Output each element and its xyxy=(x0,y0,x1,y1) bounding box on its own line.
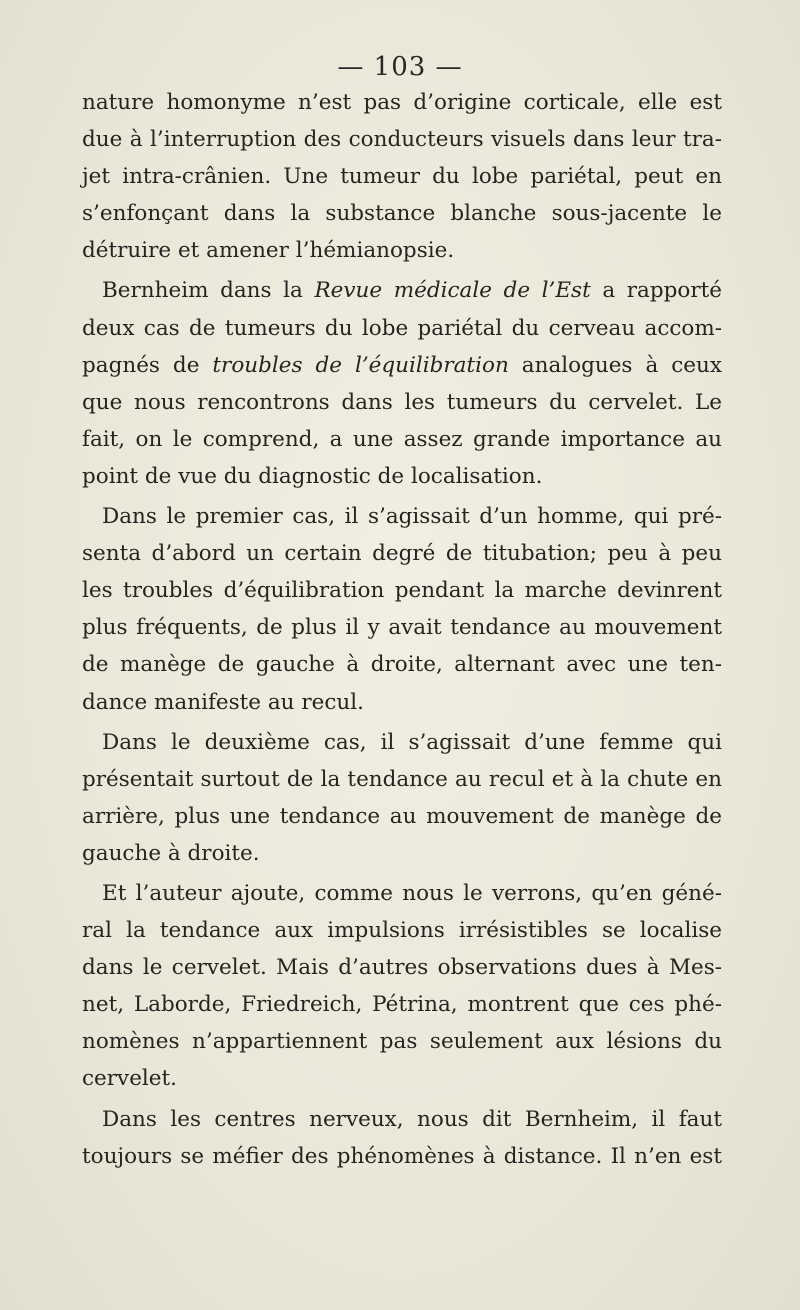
text-line: gauche à droite. xyxy=(82,840,260,866)
text-run: analogues à ceux xyxy=(508,352,722,378)
text-line: arrière, plus une tendance au mouvement de manège de xyxy=(82,803,722,829)
text-line: toujours se méfier des phénomènes à distance. Il n’en est xyxy=(82,1143,722,1169)
text-line: s’enfonçant dans la substance blanche sous-jacente le xyxy=(82,201,722,227)
text-line: de manège de gauche à droite, alternant avec une ten- xyxy=(82,652,722,678)
text-line: Et l’auteur ajoute, comme nous le verrons, qu’en géné- xyxy=(102,880,722,906)
text-line: deux cas de tumeurs du lobe pariétal du cerveau accom- xyxy=(82,315,722,341)
text-line: senta d’abord un certain degré de titubation; peu à peu xyxy=(82,541,722,567)
paragraph-3 xyxy=(82,498,722,721)
paragraph-1 xyxy=(82,84,722,269)
italic-phrase: troubles de l’équilibration xyxy=(212,352,509,378)
page-number: — 103 — xyxy=(337,52,463,82)
text-line: que nous rencontrons dans les tumeurs du cervelet. Le xyxy=(82,389,722,415)
text-line: présentait surtout de la tendance au recul et à la chute en xyxy=(82,766,722,792)
text-line: détruire et amener l’hémianopsie. xyxy=(82,238,455,264)
text-run: Bernheim dans la xyxy=(102,278,315,304)
text-line: dans le cervelet. Mais d’autres observations dues à Mes- xyxy=(82,955,722,981)
text-line: les troubles d’équilibration pendant la marche devinrent xyxy=(82,578,722,604)
text-line: Dans le premier cas, il s’agissait d’un homme, qui pré- xyxy=(102,504,722,530)
paragraph-4 xyxy=(82,724,722,872)
text-line: Dans le deuxième cas, il s’agissait d’une femme qui xyxy=(102,729,722,755)
text-line: net, Laborde, Friedreich, Pétrina, montrent que ces phé- xyxy=(82,992,722,1018)
text-line: plus fréquents, de plus il y avait tendance au mouvement xyxy=(82,615,722,641)
paragraph-2 xyxy=(82,272,722,495)
text-line: nomènes n’appartiennent pas seulement aux lésions du xyxy=(82,1029,722,1055)
text-run: a rapporté xyxy=(590,278,722,304)
text-line: fait, on le comprend, a une assez grande importance au xyxy=(82,426,722,452)
body-text xyxy=(82,84,722,1175)
journal-title: Revue médicale de l’Est xyxy=(314,278,591,304)
text-line: Dans les centres nerveux, nous dit Bernheim, il faut xyxy=(102,1106,722,1132)
text-line: cervelet. xyxy=(82,1066,177,1092)
text-line: ral la tendance aux impulsions irrésistibles se localise xyxy=(82,918,722,944)
text-run: pagnés de xyxy=(82,352,213,378)
text-line: dance manifeste au recul. xyxy=(82,689,364,715)
paragraph-5 xyxy=(82,875,722,1098)
text-line xyxy=(82,272,722,309)
text-line: due à l’interruption des conducteurs visuels dans leur tra- xyxy=(82,127,722,153)
text-line xyxy=(82,347,722,384)
text-line: nature homonyme n’est pas d’origine corticale, elle est xyxy=(82,90,722,115)
paragraph-6 xyxy=(82,1101,722,1175)
text-line: point de vue du diagnostic de localisation. xyxy=(82,463,543,489)
text-line: jet intra-crânien. Une tumeur du lobe pariétal, peut en xyxy=(82,164,722,190)
